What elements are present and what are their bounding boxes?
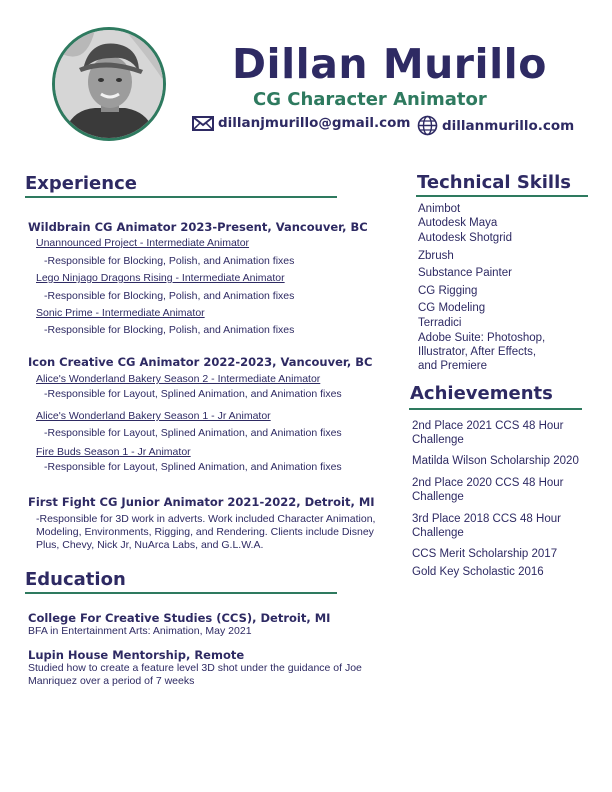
achievements-divider bbox=[409, 408, 582, 410]
skill-item: CG Modeling bbox=[418, 302, 486, 314]
skill-item: Illustrator, After Effects, bbox=[418, 346, 537, 358]
project-duty: -Responsible for Layout, Splined Animation, and Animation fixes bbox=[44, 427, 342, 439]
job-heading: Wildbrain CG Animator 2023-Present, Vancouver, BC bbox=[28, 220, 368, 234]
project-title: Sonic Prime - Intermediate Animator bbox=[36, 307, 205, 319]
skill-item: Terradici bbox=[418, 317, 462, 329]
achievement-item: 2nd Place 2020 CCS 48 Hour Challenge bbox=[412, 477, 564, 503]
job-heading: Icon Creative CG Animator 2022-2023, Vancouver, BC bbox=[28, 355, 373, 369]
skill-item: CG Rigging bbox=[418, 285, 478, 297]
email-contact[interactable] bbox=[192, 115, 410, 131]
education-detail: Studied how to create a feature level 3D shot under the guidance of Joe Manriquez over a period of 7 weeks bbox=[28, 662, 362, 687]
achievements-heading: Achievements bbox=[410, 383, 553, 404]
skill-item: Zbrush bbox=[418, 250, 454, 262]
website-text: dillanmurillo.com bbox=[442, 117, 575, 134]
project-title: Alice's Wonderland Bakery Season 1 - Jr Animator bbox=[36, 410, 271, 422]
project-title: Lego Ninjago Dragons Rising - Intermediate Animator bbox=[36, 272, 285, 284]
project-title: Fire Buds Season 1 - Jr Animator bbox=[36, 446, 191, 458]
project-title: Unannounced Project - Intermediate Animator bbox=[36, 237, 250, 249]
achievement-item: 2nd Place 2021 CCS 48 Hour Challenge bbox=[412, 420, 564, 446]
job-heading: First Fight CG Junior Animator 2021-2022, Detroit, MI bbox=[28, 495, 375, 509]
skills-heading: Technical Skills bbox=[417, 172, 571, 193]
education-heading: Education bbox=[25, 569, 126, 590]
portrait-photo bbox=[55, 30, 163, 138]
project-duty: -Responsible for Layout, Splined Animation, and Animation fixes bbox=[44, 388, 342, 400]
job-description: -Responsible for 3D work in adverts. Work included Character Animation, Modeling, Environments, Rigging, and Rendering. Clients include Disney Plus, Chevy, Nick Jr, NuArca Labs, and G.L.W.A. bbox=[36, 513, 376, 551]
project-duty: -Responsible for Layout, Splined Animation, and Animation fixes bbox=[44, 461, 342, 473]
achievement-item: Matilda Wilson Scholarship 2020 bbox=[412, 455, 579, 467]
experience-divider bbox=[25, 196, 337, 198]
experience-heading: Experience bbox=[25, 173, 137, 194]
achievement-item: 3rd Place 2018 CCS 48 Hour Challenge bbox=[412, 513, 561, 539]
skill-item: Autodesk Shotgrid bbox=[418, 232, 512, 244]
education-school: Lupin House Mentorship, Remote bbox=[28, 648, 245, 662]
education-detail: BFA in Entertainment Arts: Animation, May 2021 bbox=[28, 625, 252, 637]
project-title: Alice's Wonderland Bakery Season 2 - Intermediate Animator bbox=[36, 373, 321, 385]
skill-item: Adobe Suite: Photoshop, bbox=[418, 332, 546, 344]
skill-item: Substance Painter bbox=[418, 267, 512, 279]
achievement-item: Gold Key Scholastic 2016 bbox=[412, 566, 544, 578]
candidate-name: Dillan Murillo bbox=[232, 40, 547, 88]
skill-item: and Premiere bbox=[418, 360, 488, 372]
project-duty: -Responsible for Blocking, Polish, and Animation fixes bbox=[44, 324, 295, 336]
achievement-item: CCS Merit Scholarship 2017 bbox=[412, 548, 558, 560]
profile-photo bbox=[52, 27, 166, 141]
job-title: CG Character Animator bbox=[253, 89, 487, 110]
skills-divider bbox=[416, 195, 588, 197]
website-contact[interactable] bbox=[417, 115, 574, 136]
skill-item: Autodesk Maya bbox=[418, 217, 498, 229]
email-text: dillanjmurillo@gmail.com bbox=[218, 115, 411, 131]
envelope-icon bbox=[192, 116, 214, 131]
skill-item: Animbot bbox=[418, 203, 461, 215]
education-school: College For Creative Studies (CCS), Detroit, MI bbox=[28, 611, 331, 625]
project-duty: -Responsible for Blocking, Polish, and Animation fixes bbox=[44, 255, 295, 267]
education-divider bbox=[25, 592, 337, 594]
project-duty: -Responsible for Blocking, Polish, and Animation fixes bbox=[44, 290, 295, 302]
globe-icon bbox=[417, 115, 438, 136]
